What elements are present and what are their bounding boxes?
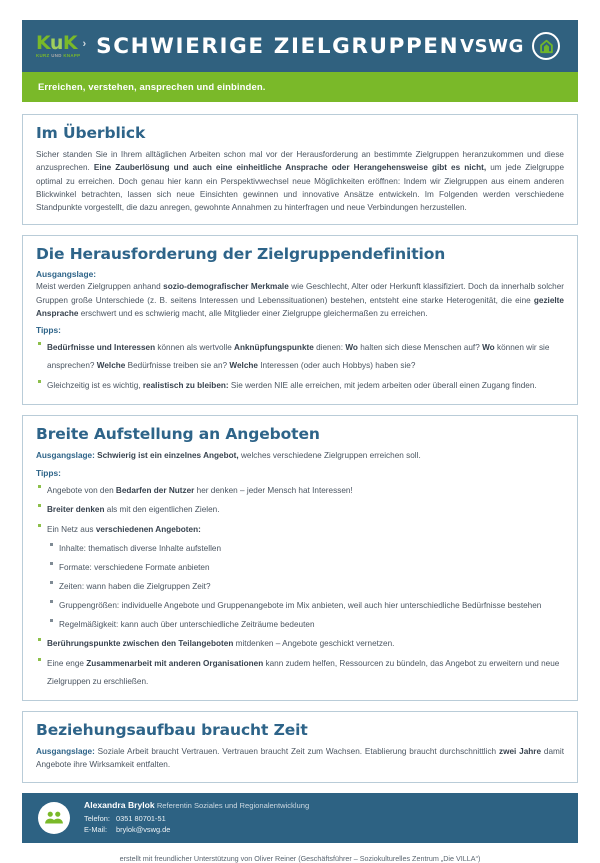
kuk-letter-k1: K (36, 31, 50, 54)
tip1-b1: Bedürfnisse und Interessen (47, 343, 156, 353)
chevron-right-icon: › (82, 37, 87, 50)
contact-name-row (84, 799, 309, 813)
page-title: SCHWIERIGE ZIELGRUPPEN (96, 33, 460, 59)
challenge-text-c: wie Geschlecht, Alter oder Herkunft klassifiziert. Doch da innerhalb solcher Gruppen große Unterschiede (z. B. seitens Interessen und Lebenssituationen) bestehen, entsteht eine starke Heterogenität, die eine (36, 282, 564, 305)
tip1-b2: Anknüpfungspunkte (234, 343, 314, 353)
kuk-letter-k2: K (62, 31, 78, 54)
credit-line: erstellt mit freundlicher Unterstützung von Oliver Reiner (Geschäftsführer – Soziokulturelles Zentrum „Die VILLA“) (119, 853, 481, 863)
btip1-t2: her denken – jeder Mensch hat Interessen! (194, 485, 353, 495)
challenge-tip-2 (47, 381, 537, 390)
breadth-sub-3: Zeiten: wann haben die Zielgruppen Zeit? (59, 581, 211, 591)
challenge-text-bold2: gezielte Ansprache (36, 295, 564, 318)
breadth-tipps-label: Tipps: (36, 467, 61, 478)
list-item (36, 337, 564, 373)
section-overview-title: Im Überblick (36, 124, 146, 142)
contact-footer (22, 793, 578, 843)
breadth-tip-5 (47, 659, 559, 686)
list-item (47, 595, 564, 613)
tip1-t2: dienen: (313, 343, 346, 353)
list-item (47, 557, 564, 575)
page-subtitle: Erreichen, verstehen, ansprechen und einbinden. (38, 81, 266, 93)
relationship-text-bold: zwei Jahre (498, 747, 542, 757)
tip1-t5: Bedürfnisse treiben sie an? (125, 361, 230, 371)
tip1-t3: halten sich diese Menschen auf? (357, 343, 483, 353)
relationship-text-a: Soziale Arbeit braucht Vertrauen. Vertrauen braucht Zeit zum Wachsen. Etablierung braucht durchschnittlich (94, 747, 499, 757)
section-breadth (22, 415, 578, 701)
page-header (22, 20, 578, 72)
breadth-sub-5: Regelmäßigkeit: kann auch über unterschiedliche Zeiträume bedeuten (59, 619, 315, 629)
breadth-tip-4 (47, 639, 394, 648)
btip5-t2: kann zudem helfen, Ressourcen zu bündeln, das Angebot zu erweitern und neue Zielgruppen zu erschließen. (47, 658, 560, 686)
btip2-b1: Breiter denken (47, 505, 105, 515)
challenge-text-bold1: sozio-demografischer Merkmale (163, 282, 289, 292)
overview-text-a: Sicher standen Sie in Ihrem alltäglichen Arbeiten schon mal vor der Herausforderung an bestimmte Zielgruppen heranzukommen und diese anzusprechen. (36, 150, 564, 173)
btip1-b1: Bedarfen der Nutzer (115, 485, 195, 495)
breadth-ausgangslage-rest: welches verschiedene Zielgruppen erreichen soll. (238, 451, 421, 461)
breadth-sub-list (47, 538, 564, 632)
kuk-logo-tagline (36, 54, 80, 58)
breadth-ausgangslage (36, 449, 564, 462)
kuk-tagline-2: KNAPP (63, 53, 81, 59)
btip4-t1: mitdenken – Angebote geschickt vernetzen. (233, 639, 395, 649)
btip4-b1: Berührungspunkte zwischen den Teilangeboten (47, 639, 234, 649)
list-item (47, 538, 564, 556)
relationship-text-c: damit Angebote ihre Wirksamkeit entfalten. (36, 747, 565, 770)
btip3-t1: Ein Netz aus (47, 524, 96, 534)
list-item (36, 499, 564, 517)
breadth-tip-3 (47, 525, 201, 534)
kuk-tagline-1: KURZ (36, 53, 50, 59)
challenge-text-a: Meist werden Zielgruppen anhand (36, 282, 164, 292)
contact-phone-row (84, 813, 309, 825)
section-overview (22, 114, 578, 225)
relationship-paragraph (36, 745, 564, 772)
contact-email-value[interactable]: brylok@vswg.de (116, 825, 171, 835)
challenge-text-e: erschwert und es schwierig macht, alle Mitglieder einer Zielgruppe gleichermaßen zu erreichen. (78, 308, 428, 318)
breadth-sub-4: Gruppengrößen: individuelle Angebote und Gruppenangebote im Mix anbieten, weil auch hier unterschiedliche Bedürfnisse bestehen (59, 600, 542, 610)
section-challenge-title: Die Herausforderung der Zielgruppendefinition (36, 245, 446, 264)
overview-text-c: um jede Zielgruppe optimal zu erreichen. Doch genau hier kann ein Perspektivwechsel neue Möglichkeiten eröffnen: Indem wir Zielgruppen aus einem anderen Blickwinkel betrachten, lassen sich neue Einsichten gewinnen und innovative Ansätze entwickeln. Im Folgenden werden verschiedene Standpunkte vorgestellt, die dazu anregen, gewohnte Annahmen zu hinterfragen und neue Verbindungen herzustellen. (36, 163, 565, 213)
contact-details (84, 799, 309, 836)
list-item (36, 375, 564, 393)
breadth-tips-list (36, 480, 564, 689)
contact-role: Referentin Soziales und Regionalentwicklung (154, 801, 310, 811)
list-item (36, 480, 564, 498)
tip2-t2: Sie werden NIE alle erreichen, mit jedem arbeiten oder überall einen Zugang finden. (228, 380, 537, 390)
list-item (36, 633, 564, 651)
vswg-wordmark: VSWG (460, 35, 524, 57)
tip1-t6: Interessen (oder auch Hobbys) haben sie? (257, 361, 416, 371)
tip1-b4: Wo (482, 343, 495, 353)
tip1-b5: Welche (96, 361, 126, 371)
tip2-t1: Gleichzeitig ist es wichtig, (47, 380, 143, 390)
kuk-letter-u: u (49, 31, 63, 54)
breadth-ausgangslage-bold: Schwierig ist ein einzelnes Angebot, (94, 451, 239, 461)
house-icon (532, 32, 560, 60)
challenge-ausgangslage-label: Ausgangslage: (36, 269, 97, 280)
list-item (47, 614, 564, 632)
challenge-paragraph (36, 280, 564, 320)
list-item (36, 519, 564, 632)
contact-phone-value[interactable]: 0351 80701-51 (116, 813, 166, 823)
tip1-t1: können als wertvolle (155, 343, 235, 353)
contact-phone-label: Telefon: (84, 813, 110, 823)
overview-text-bold: Eine Zauberlösung und auch eine einheitliche Ansprache oder Herangehensweise gibt es nicht, (93, 163, 487, 173)
section-breadth-title: Breite Aufstellung an Angeboten (36, 425, 320, 444)
challenge-tip-1 (47, 343, 549, 370)
tip2-b1: realistisch zu bleiben: (142, 380, 229, 390)
btip1-t1: Angebote von den (47, 485, 116, 495)
kuk-logo-wordmark (36, 31, 80, 54)
breadth-sub-2: Formate: verschiedene Formate anbieten (59, 562, 210, 572)
contact-email-row (84, 824, 309, 836)
kuk-logo (36, 31, 87, 59)
vswg-logo (460, 32, 564, 60)
section-overview-paragraph (36, 148, 564, 214)
challenge-tipps-label: Tipps: (36, 325, 61, 336)
tip1-b3: Wo (345, 343, 358, 353)
breadth-tip-2 (47, 505, 220, 514)
contact-name: Alexandra Brylok (84, 800, 155, 811)
challenge-tips-list (36, 337, 564, 393)
btip2-t1: als mit den eigentlichen Zielen. (104, 505, 220, 515)
section-challenge (22, 235, 578, 405)
breadth-tip-1 (47, 486, 353, 495)
breadth-sub-1: Inhalte: thematisch diverse Inhalte aufstellen (59, 543, 222, 553)
btip5-t1: Eine enge (47, 658, 87, 668)
section-relationship (22, 711, 578, 783)
tip1-t4: können wir sie ansprechen? (47, 343, 550, 371)
contact-email-label: E-Mail: (84, 825, 107, 835)
section-relationship-title: Beziehungsaufbau braucht Zeit (36, 721, 308, 740)
btip3-b1: verschiedenen Angeboten: (95, 524, 201, 534)
people-icon (38, 802, 70, 834)
btip5-b1: Zusammenarbeit mit anderen Organisationen (86, 658, 264, 668)
breadth-ausgangslage-label: Ausgangslage: (36, 451, 95, 461)
kuk-tagline-mid: UND (51, 53, 62, 59)
page-subtitle-bar (22, 72, 578, 102)
tip1-b6: Welche (229, 361, 258, 371)
relationship-ausgangslage-label: Ausgangslage: (36, 747, 95, 757)
list-item (36, 653, 564, 689)
list-item (47, 576, 564, 594)
